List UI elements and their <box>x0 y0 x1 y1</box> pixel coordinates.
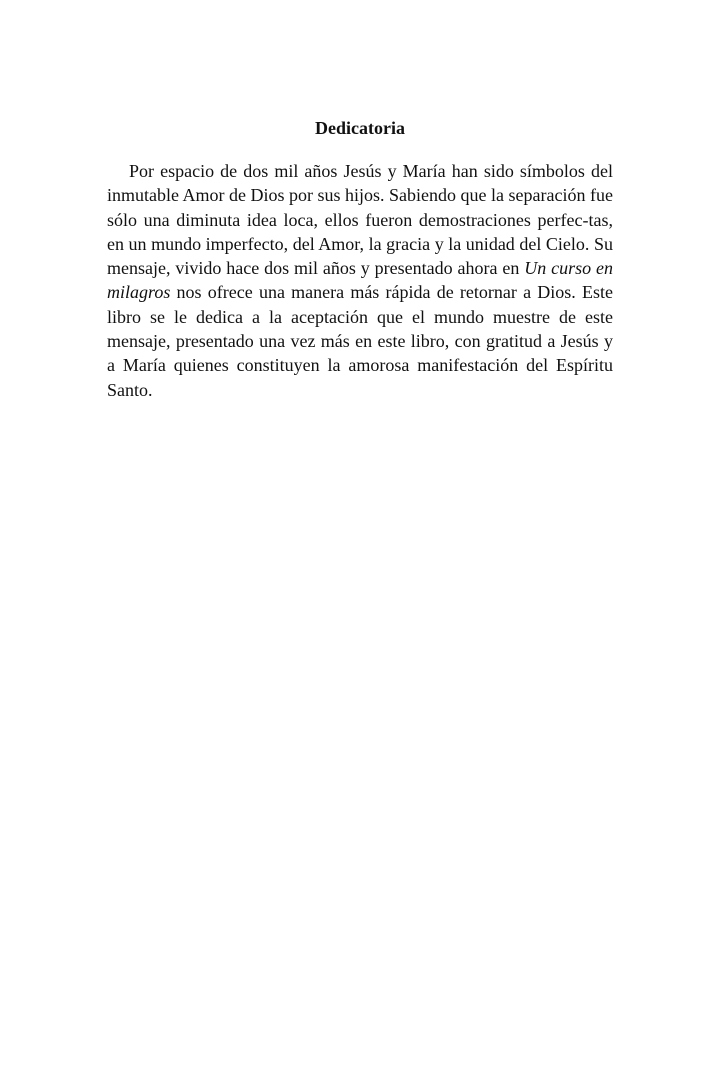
dedication-text-part2: nos ofrece una manera más rápida de retornar a Dios. Este libro se le dedica a la aceptación que el mundo muestre de este mensaje, presentado una vez más en este libro, con gratitud a Jesús y a María quienes constituyen la amorosa manifestación del Espíritu Santo. <box>107 282 613 400</box>
book-title: Un curso en milagros <box>107 258 613 303</box>
dedication-paragraph <box>107 159 613 402</box>
page-title: Dedicatoria <box>315 118 405 138</box>
dedication-text-part1: Por espacio de dos mil años Jesús y María han sido símbolos del inmutable Amor de Dios por sus hijos. Sabiendo que la separación fue sólo una diminuta idea loca, ellos fueron demostraciones perfec-tas, en un mundo imperfecto, del Amor, la gracia y la unidad del Cielo. Su mensaje, vivido hace dos mil años y presentado ahora en <box>107 161 613 279</box>
